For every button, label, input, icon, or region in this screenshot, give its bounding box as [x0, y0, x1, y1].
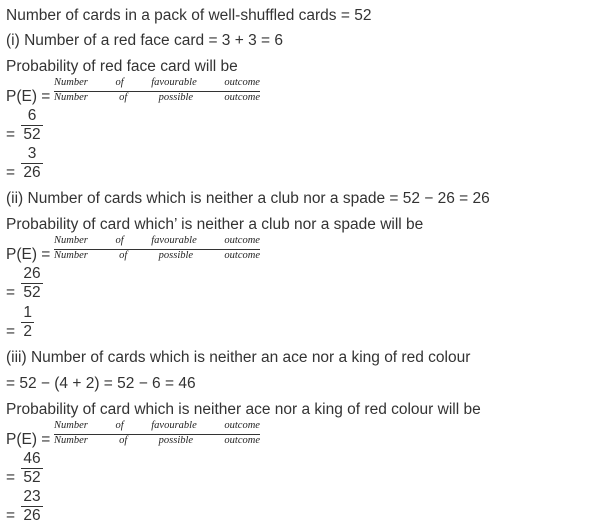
fraction-denominator: 52 [23, 125, 41, 143]
fraction-denominator: 52 [23, 468, 41, 486]
fraction-step [6, 489, 43, 523]
formula-word: Number [54, 92, 88, 103]
formula-word: of [115, 235, 124, 246]
fraction-numerator: 26 [23, 265, 41, 282]
formula-word: possible [158, 92, 194, 103]
equals-sign: = [6, 506, 16, 524]
part-ii-probability-heading: Probability of card which’ is neither a club nor a spade will be [6, 216, 424, 233]
part-iii-probability-heading: Probability of card which is neither ace nor a king of red colour will be [6, 401, 481, 418]
pe-label: P(E) = [6, 246, 51, 263]
formula-fraction [54, 78, 260, 105]
formula-word: outcome [224, 250, 260, 261]
formula-denominator [54, 251, 260, 263]
formula-word: Number [54, 435, 88, 446]
fraction-denominator: 26 [23, 163, 41, 181]
fraction-numerator: 6 [21, 108, 42, 126]
fraction-denominator: 26 [23, 506, 41, 524]
formula-word: favourable [151, 77, 197, 88]
formula-word: of [115, 77, 124, 88]
formula-word: of [119, 435, 128, 446]
part-i-count-line: (i) Number of a red face card = 3 + 3 = 6 [6, 32, 283, 49]
fraction-step [6, 305, 34, 339]
fraction-step [6, 108, 43, 142]
part-iii-count-result: = 52 − (4 + 2) = 52 − 6 = 46 [6, 375, 196, 392]
formula-word: Number [54, 250, 88, 261]
formula-denominator [54, 436, 260, 448]
formula-fraction [54, 421, 260, 448]
part-iii-count-line: (iii) Number of cards which is neither an ace nor a king of red colour [6, 349, 471, 366]
formula-word: Number [54, 77, 88, 88]
fraction-numerator: 46 [23, 450, 41, 467]
formula-numerator [54, 421, 260, 433]
pe-label: P(E) = [6, 431, 51, 448]
formula-word: Number [54, 420, 88, 431]
formula-numerator [54, 236, 260, 248]
fraction-step [6, 451, 43, 485]
part-ii-count-line: (ii) Number of cards which is neither a club nor a spade = 52 − 26 = 26 [6, 190, 490, 207]
formula-word: possible [158, 435, 194, 446]
fraction-numerator: 3 [21, 146, 42, 164]
formula-word: of [119, 92, 128, 103]
equals-sign: = [6, 125, 16, 143]
fraction-numerator: 1 [23, 304, 32, 321]
formula-word: possible [158, 250, 194, 261]
formula-word: outcome [224, 77, 260, 88]
formula-word: favourable [151, 235, 197, 246]
total-cards-line: Number of cards in a pack of well-shuffled cards = 52 [6, 7, 372, 24]
fraction-denominator: 2 [23, 322, 32, 340]
formula-word: Number [54, 235, 88, 246]
formula-word: outcome [224, 420, 260, 431]
equals-sign: = [6, 163, 16, 181]
formula-denominator [54, 93, 260, 105]
fraction-denominator: 52 [23, 283, 41, 301]
part-i-probability-heading: Probability of red face card will be [6, 58, 238, 75]
formula-word: of [119, 250, 128, 261]
fraction-step [6, 146, 43, 180]
fraction-numerator: 23 [23, 488, 41, 505]
formula-word: outcome [224, 435, 260, 446]
formula-word: of [115, 420, 124, 431]
fraction-step [6, 266, 43, 300]
equals-sign: = [6, 322, 16, 340]
formula-word: outcome [224, 92, 260, 103]
formula-numerator [54, 78, 260, 90]
equals-sign: = [6, 283, 16, 301]
formula-fraction [54, 236, 260, 263]
formula-word: outcome [224, 235, 260, 246]
formula-word: favourable [151, 420, 197, 431]
pe-label: P(E) = [6, 88, 51, 105]
equals-sign: = [6, 468, 16, 486]
